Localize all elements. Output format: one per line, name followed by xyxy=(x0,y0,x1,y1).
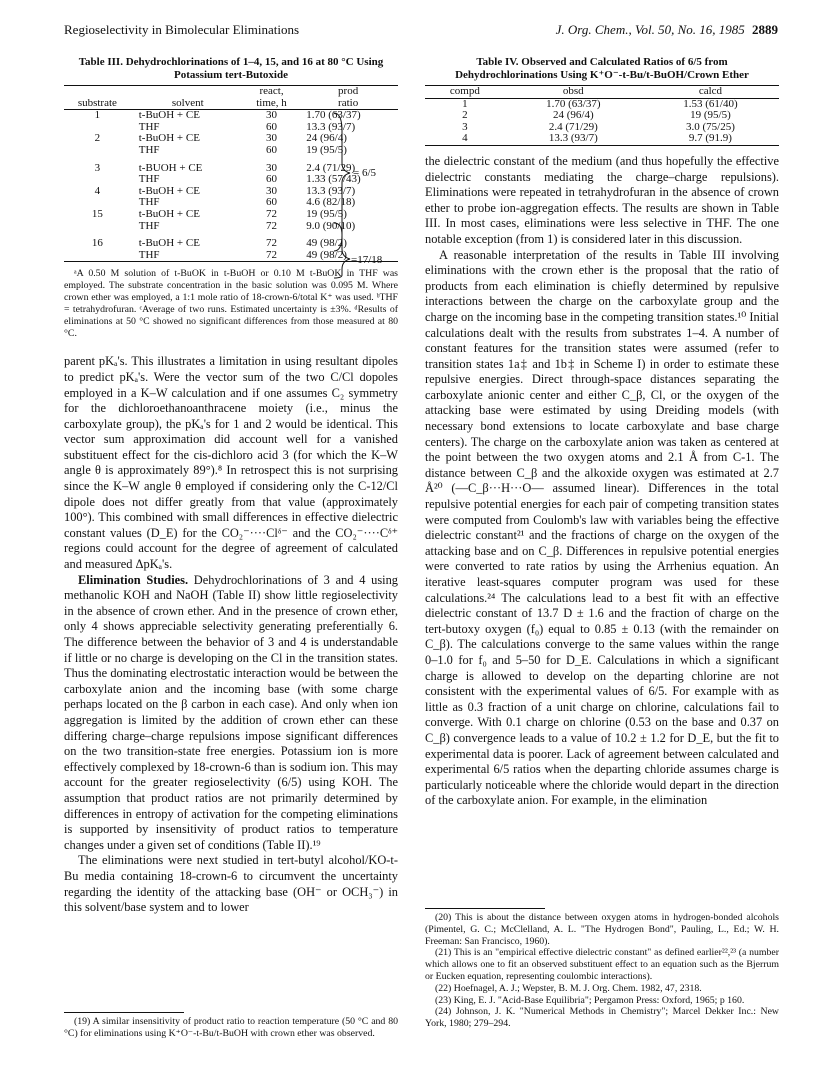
cell-time: 60 xyxy=(266,173,278,186)
cell-ratio: 9.0 (90/10) xyxy=(306,219,356,232)
cell-solvent: t-BuOH + CE xyxy=(138,184,200,197)
cell-compd: 4 xyxy=(425,133,505,145)
table4-header-obsd: obsd xyxy=(505,86,642,99)
cell-calcd: 1.53 (61/40) xyxy=(683,97,738,110)
table3-header-react: react, xyxy=(245,86,299,98)
cell-solvent: t-BuOH + CE xyxy=(138,207,200,220)
cell-time: 72 xyxy=(266,207,278,220)
cell-time: 30 xyxy=(266,132,278,145)
brace-label-17-18: =17/18 xyxy=(351,254,383,266)
cell-obsd: 2.4 (71/29) xyxy=(548,120,598,133)
table3-header-substrate: substrate xyxy=(64,98,131,110)
cell-ratio: 2.4 (71/29) xyxy=(306,161,356,174)
table-row xyxy=(425,133,779,145)
left-paragraph-3: The eliminations were next studied in tert-butyl alcohol/KO-t-Bu media containing 18-crown-6 to circumvent the uncertainty regarding the identity of the attacking base (OH⁻ or OCH₃⁻) in this solvent/base system and to lower xyxy=(64,853,398,915)
left-paragraph-2-body: Dehydrochlorinations of 3 and 4 using methanolic KOH and NaOH (Table II) show little regioselectivity in the absence of crown ether. And in the presence of crown ether, only 4 shows appreciable selectivity generating preferentially 6. The difference between the behavior of 3 and 4 is understandable if little or no charge is developing on the Cl in the transition states. Thus the dominating electrostatic interaction would be between the carboxylate anion and the incoming base (with some charge perhaps located on the β carbon in each case). And only when ion aggregation is limited by the addition of crown ether can these differing charge–charge repulsions impose significant differences on the two transition-state free energies. Potassium ion is more effectively complexed by 18-crown-6 than is sodium ion. This may account for the greater regioselectivity (6/5) using KOH. The assumption that product ratios are not primarily determined by differences in entropy of activation for the competing eliminations is supported by insensitivity of product ratios to temperature changes under a given set of conditions (Table II).¹⁹ xyxy=(64,572,398,852)
cell-solvent: t-BuOH + CE xyxy=(138,109,200,122)
cell-ratio: 13.3 (93/7) xyxy=(306,184,356,197)
cell-compd: 2 xyxy=(462,109,468,122)
table3-header-ratio: ratio xyxy=(298,98,398,110)
cell-solvent: THF xyxy=(138,173,160,186)
cell-substrate: 4 xyxy=(94,184,101,197)
table4-caption: Table IV. Observed and Calculated Ratios of 6/5 from Dehydrochlorinations Using K⁺O⁻-t-Bu/t-BuOH/Crown Ether xyxy=(455,56,749,81)
right-column xyxy=(425,56,779,809)
cell-ratio: 4.6 (82/18) xyxy=(306,196,356,209)
cell-time: 30 xyxy=(266,184,278,197)
cell-calcd: 19 (95/5) xyxy=(690,109,731,122)
right-footnotes xyxy=(425,908,779,1030)
journal-citation: J. Org. Chem., Vol. 50, No. 16, 1985 xyxy=(555,22,745,37)
page-number: 2889 xyxy=(752,22,778,37)
cell-compd: 1 xyxy=(462,97,468,110)
footnote-22: (22) Hoefnagel, A. J.; Wepster, B. M. J. Org. Chem. 1982, 47, 2318. xyxy=(435,982,702,994)
cell-time: 30 xyxy=(266,109,278,122)
cell-substrate: 16 xyxy=(91,237,103,250)
cell-time: 30 xyxy=(266,161,278,174)
cell-substrate xyxy=(64,250,131,262)
left-paragraph-1: parent pKₐ's. This illustrates a limitation in using resultant dipoles to predict pKₐ's. Were the vector sum of the two C/Cl dopoles employed in a K–W calculation and if one assumes C₂ symmetry for the dichloroethanoanthracene moiety (i.e., minus the carboxylate group), the pKₐ's for 1 and 2 would be identical. This vector sum approximation did account well for a vanished substituent effect for the cis-dichloro acid 3 (for which the K–W angle θ is approximately 89°).⁸ In retrospect this is not surprising since the K–W angle θ employed if considering only the C-12/Cl dipole does not differ greatly from that value (approximately 100°). This combined with small differences in effective dielectric constant values (D_E) for the CO₂⁻····Clᵟ⁻ and the CO₂⁻····Cᵟ⁺ regions could account for the degree of agreement of calculated and measured ΔpKₐ's. xyxy=(64,354,398,572)
cell-substrate xyxy=(64,174,131,186)
cell-time: 60 xyxy=(266,120,278,133)
cell-ratio: 49 (98/2) xyxy=(306,237,347,250)
cell-obsd: 24 (96/4) xyxy=(552,109,594,122)
cell-calcd: 9.7 (91.9) xyxy=(642,133,779,145)
cell-ratio: 49 (98/2) xyxy=(298,250,398,262)
table3-caption: Table III. Dehydrochlorinations of 1–4, 15, and 16 at 80 °C Using Potassium tert-Butoxide xyxy=(78,56,384,81)
cell-solvent: t-BUOH + CE xyxy=(138,161,203,174)
footnote-23: (23) King, E. J. "Acid-Base Equilibria"; Pergamon Press: Oxford, 1965; p 160. xyxy=(435,994,745,1006)
cell-ratio: 1.33 (57/43) xyxy=(306,173,361,186)
right-paragraph-1: the dielectric constant of the medium (and thus hopefully the effective dielectric constants mediating the charge–charge repulsions). Eliminations were repeated in tetrahydrofuran in the absence of crown ether to probe ion-aggregation effects. The results are shown in Table III. In most cases, eliminations were less selective in THF. The one notable exception (from 1) is considered later in this discussion. xyxy=(425,153,779,246)
cell-substrate: 2 xyxy=(94,132,101,145)
cell-ratio: 19 (95/5) xyxy=(306,143,347,156)
right-paragraph-2: A reasonable interpretation of the results in Table III involving eliminations with the crown ether is the proposal that the ratio of products from each elimination is chiefly determined by repulsive interactions between the charge on the carboxylate group and the charge on the incoming base in the competing transition states.¹⁰ Initial calculations dealt with the results from substrates 1–4. A number of constant features for the transition states were assumed (refer to transition states 1a‡ and 1b‡ in Scheme I) in order to estimate these repulsive energies. Direct through-space distances separating the carboxylate anionic center and either C_β, Cl, or the oxygen of the attacking base were estimated by using Dreiding models (with necessary bond extensions to locate carboxylate and base charge centers). The charge on the carboxylate anion was taken as centered at the point between the two oxygen atoms and 2.1 Å from C-1. The distance between C_β and the alkoxide oxygen was estimated at 2.7 Å²⁰ (—C_β···H···O— assumed linear). Differences in the total repulsive potential energies for each pair of competing transition states were computed from Coulomb's law with variables being the effective dielectric constant²¹ and the fractions of charge on the oxygen of the attacking base and on C_β. Differences in repulsive potential energies were converted to rate ratios by using the Arrhenius equation. An iterative least-squares computer program was used for these calculations.²⁴ The calculations lead to a best fit with an effective dielectric constant of 13.7 D ± 1.6 and the fraction of charge on the tert-butoxy oxygen (f₀) equal to 0.85 ± 0.13 (with the remainder on C_β). The calculations converge to the same values within the range 0–1.0 for f₀ and 5–50 for D_E. Calculations in which a significant charge is allowed to develop on the departing chlorine are not consistent with the experimental values of 6/5. For example with as little as 0.3 fraction of a unit charge on chlorine, calculations fail to converge. With 0.1 charge on chlorine (0.53 on the base and 0.37 on C_β) convergence leads to a value of 10.2 ± 1.2 for D_E, but the fit to experimental data is poorer. Lack of agreement between calculated and experimental 6/5 ratios when the departing chloride assumes charge is particularly noticeable where the chloride would depart in the direction of the carboxylate anion. For example, in the elimination xyxy=(425,247,779,808)
table4-header-compd: compd xyxy=(425,86,505,99)
cell-calcd: 3.0 (75/25) xyxy=(685,120,735,133)
running-head-title: Regioselectivity in Bimolecular Eliminations xyxy=(64,22,300,37)
cell-solvent: t-BuOH + CE xyxy=(138,237,200,250)
cell-ratio: 13.3 (93/7) xyxy=(306,120,356,133)
footnote-20: (20) This is about the distance between oxygen atoms in hydrogen-bonded alcohols (Pimentel, G. C.; McClelland, A. L. "The Hydrogen Bond", Pauling, L., Ed.; W. H. Freeman: San Francisco, 1960). xyxy=(425,912,779,947)
cell-substrate: 3 xyxy=(94,161,101,174)
cell-substrate xyxy=(64,145,131,157)
cell-time: 72 xyxy=(266,237,278,250)
cell-solvent: THF xyxy=(138,219,160,232)
footnote-rule xyxy=(425,908,545,909)
table4 xyxy=(425,85,779,146)
brace-label-6-5: = 6/5 xyxy=(353,167,377,179)
table3-notes: ᵃA 0.50 M solution of t-BuOK in t-BuOH or 0.10 M t-BuOK in THF was employed. The substrate concentration in the basic solution was 0.095 M. Where crown ether was employed, a 1:1 mole ratio of 18-crown-6/total K⁺ was used. ᵇTHF = tetrahydrofuran. ᶜAverage of two runs. Estimated uncertainty is ±3%. ᵈResults of eliminations at 50 °C showed no significant differences from those measured at 80 °C. xyxy=(64,268,398,340)
cell-solvent: THF xyxy=(138,143,160,156)
left-footnotes xyxy=(64,1012,398,1040)
cell-substrate: 1 xyxy=(94,109,101,122)
section-heading-elimination: Elimination Studies. xyxy=(78,572,189,587)
cell-time: 60 xyxy=(266,196,278,209)
footnote-24: (24) Johnson, J. K. "Numerical Methods in Chemistry"; Marcel Dekker Inc.: New York, 1980; 279–294. xyxy=(425,1006,779,1030)
left-paragraph-2 xyxy=(64,573,398,854)
cell-obsd: 13.3 (93/7) xyxy=(505,133,642,145)
footnote-21: (21) This is an "empirical effective dielectric constant" as defined earlier²²,²³ (a number which allows one to fit an observed substituent effect to an equation such as the Bjerrum or Eucken equation, representing coulombic interactions). xyxy=(425,947,779,982)
cell-solvent: t-BuOH + CE xyxy=(138,132,200,145)
table4-header-calcd: calcd xyxy=(642,86,779,99)
cell-substrate: 15 xyxy=(91,207,103,220)
cell-obsd: 1.70 (63/37) xyxy=(546,97,601,110)
cell-solvent: THF xyxy=(138,120,160,133)
cell-substrate xyxy=(64,221,131,233)
cell-solvent: THF xyxy=(131,250,245,262)
cell-time: 72 xyxy=(245,250,299,262)
footnote-19: (19) A similar insensitivity of product ratio to reaction temperature (50 °C and 80 °C) for eliminations using K⁺O⁻-t-Bu/t-BuOH with crown ether was observed. xyxy=(64,1016,398,1039)
table3-header-solvent: solvent xyxy=(131,98,245,110)
running-head-journal xyxy=(556,22,778,38)
cell-time: 60 xyxy=(266,143,278,156)
cell-ratio: 19 (95/5) xyxy=(306,207,347,220)
table3-header-time: time, h xyxy=(245,98,299,110)
table3-header-prod: prod xyxy=(298,86,398,98)
cell-solvent: THF xyxy=(138,196,160,209)
left-column xyxy=(64,56,398,916)
cell-ratio: 24 (96/4) xyxy=(306,132,347,145)
cell-compd: 3 xyxy=(462,120,468,133)
cell-ratio: 1.70 (63/37) xyxy=(306,109,361,122)
footnote-rule xyxy=(64,1012,184,1013)
cell-time: 72 xyxy=(266,219,278,232)
table3-wrapper xyxy=(64,85,398,266)
